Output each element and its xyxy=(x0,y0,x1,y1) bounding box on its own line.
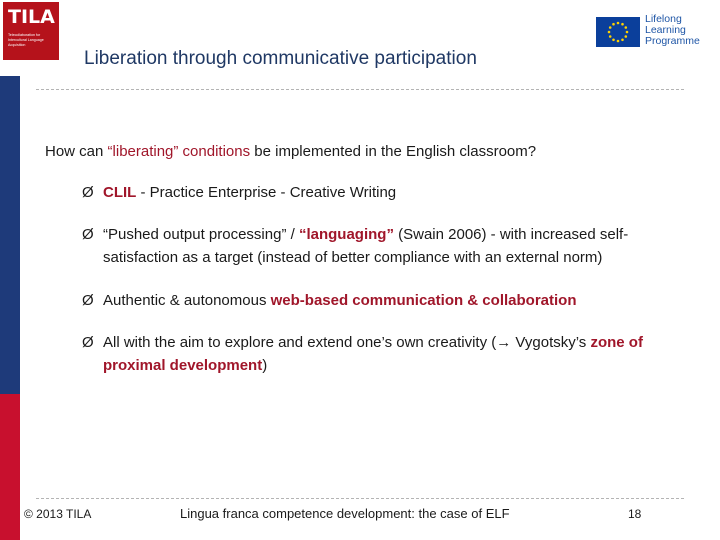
llp-line-1: Lifelong xyxy=(645,13,682,25)
question-text-end: be implemented in the English classroom? xyxy=(250,143,537,160)
left-accent-bar-red xyxy=(0,394,20,540)
main-question xyxy=(45,143,536,160)
bullet-text: - Practice Enterprise - Creative Writing xyxy=(136,184,397,201)
bullet-arrow-icon: Ø xyxy=(82,334,94,351)
bullet-highlight: web-based communication & collaboration xyxy=(270,292,577,309)
footer-title: Lingua franca competence development: the case of ELF xyxy=(180,506,510,521)
tila-logo-word: TILA xyxy=(8,6,55,28)
bullet-arrow-icon: Ø xyxy=(82,184,94,201)
bullet-item-clil xyxy=(82,181,682,204)
bullet-item-web-communication xyxy=(82,289,682,312)
bullet-item-languaging xyxy=(82,223,682,269)
bullet-text: (Swain 2006) - with increased self-satisfaction as a target (instead of better compliance with an external norm) xyxy=(103,226,629,266)
tila-logo xyxy=(3,2,59,60)
llp-line-3: Programme xyxy=(645,35,700,47)
lifelong-learning-logo xyxy=(594,14,716,52)
bullet-highlight: zone of proximal development xyxy=(103,334,643,374)
bullet-arrow-icon: Ø xyxy=(82,292,94,309)
bullet-text: All with the aim to explore and extend one’s own creativity ( xyxy=(103,334,497,351)
bullet-text: Vygotsky’s xyxy=(511,334,591,351)
eu-flag-icon xyxy=(596,17,640,47)
footer-copyright: © 2013 TILA xyxy=(24,507,92,521)
bullet-item-creativity xyxy=(82,331,686,377)
tila-logo-subtitle: Telecollaboration for Intercultural Language Acquisition xyxy=(8,33,44,47)
left-accent-bar-blue xyxy=(0,76,20,394)
bullet-text: Authentic & autonomous xyxy=(103,292,271,309)
right-arrow-icon: → xyxy=(496,334,512,351)
bullet-arrow-icon: Ø xyxy=(82,226,94,243)
llp-line-2: Learning xyxy=(645,24,686,36)
bullet-text: ) xyxy=(262,357,268,374)
question-highlight: “liberating” conditions xyxy=(107,143,251,160)
question-text-start: How can xyxy=(45,143,108,160)
header-divider xyxy=(36,89,684,90)
bullet-highlight: “languaging” xyxy=(298,226,394,243)
slide-title: Liberation through communicative participation xyxy=(84,48,477,69)
bullet-text: “Pushed output processing” / xyxy=(103,226,299,243)
page-number: 18 xyxy=(628,507,642,521)
bullet-highlight: CLIL xyxy=(103,184,137,201)
footer-divider xyxy=(36,498,684,499)
